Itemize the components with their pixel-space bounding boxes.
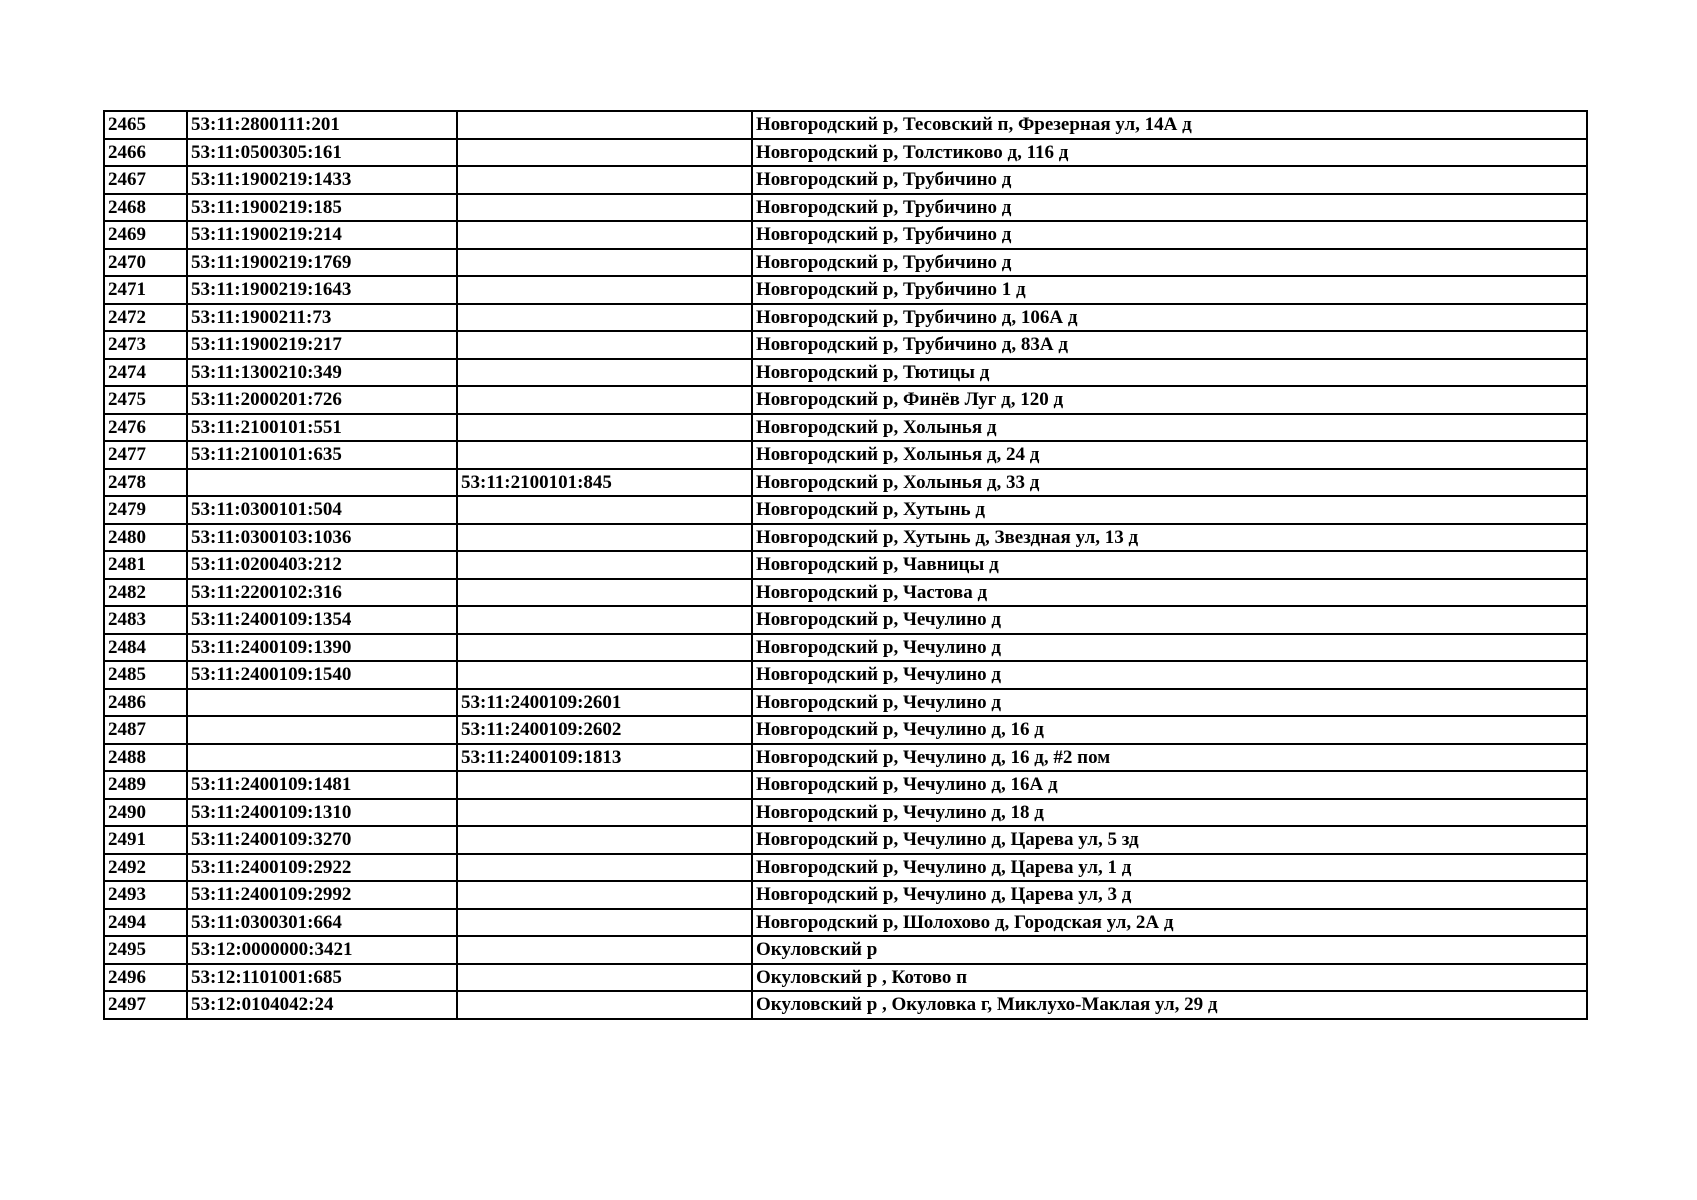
table-row bbox=[104, 991, 1587, 1019]
address-cell: Новгородский р, Хутынь д, Звездная ул, 13 д bbox=[752, 524, 1587, 552]
secondary-cadastral-number-cell bbox=[457, 221, 752, 249]
table-row bbox=[104, 854, 1587, 882]
table-row bbox=[104, 551, 1587, 579]
table-row bbox=[104, 496, 1587, 524]
secondary-cadastral-number-cell bbox=[457, 661, 752, 689]
table-row bbox=[104, 799, 1587, 827]
table-row bbox=[104, 881, 1587, 909]
address-cell: Новгородский р, Хутынь д bbox=[752, 496, 1587, 524]
secondary-cadastral-number-cell bbox=[457, 854, 752, 882]
cadastral-number-cell: 53:11:2400109:1540 bbox=[187, 661, 457, 689]
secondary-cadastral-number-cell: 53:11:2400109:1813 bbox=[457, 744, 752, 772]
cadastral-number-cell: 53:11:1900219:1643 bbox=[187, 276, 457, 304]
address-cell: Новгородский р, Чечулино д bbox=[752, 661, 1587, 689]
secondary-cadastral-number-cell bbox=[457, 276, 752, 304]
cadastral-number-cell: 53:11:1300210:349 bbox=[187, 359, 457, 387]
table-row bbox=[104, 359, 1587, 387]
row-number-cell: 2488 bbox=[104, 744, 187, 772]
secondary-cadastral-number-cell bbox=[457, 909, 752, 937]
table-row bbox=[104, 441, 1587, 469]
secondary-cadastral-number-cell bbox=[457, 964, 752, 992]
table-row bbox=[104, 936, 1587, 964]
secondary-cadastral-number-cell: 53:11:2400109:2602 bbox=[457, 716, 752, 744]
address-cell: Новгородский р, Трубичино д, 106А д bbox=[752, 304, 1587, 332]
table-row bbox=[104, 304, 1587, 332]
table-row bbox=[104, 331, 1587, 359]
row-number-cell: 2493 bbox=[104, 881, 187, 909]
secondary-cadastral-number-cell bbox=[457, 194, 752, 222]
secondary-cadastral-number-cell bbox=[457, 881, 752, 909]
address-cell: Новгородский р, Чечулино д, 16 д bbox=[752, 716, 1587, 744]
secondary-cadastral-number-cell bbox=[457, 799, 752, 827]
cadastral-number-cell: 53:11:2100101:635 bbox=[187, 441, 457, 469]
table-row bbox=[104, 276, 1587, 304]
cadastral-number-cell: 53:11:1900219:1433 bbox=[187, 166, 457, 194]
row-number-cell: 2496 bbox=[104, 964, 187, 992]
cadastral-number-cell bbox=[187, 689, 457, 717]
table-row bbox=[104, 469, 1587, 497]
row-number-cell: 2467 bbox=[104, 166, 187, 194]
table-row bbox=[104, 634, 1587, 662]
secondary-cadastral-number-cell bbox=[457, 386, 752, 414]
row-number-cell: 2469 bbox=[104, 221, 187, 249]
row-number-cell: 2485 bbox=[104, 661, 187, 689]
table-row bbox=[104, 909, 1587, 937]
row-number-cell: 2487 bbox=[104, 716, 187, 744]
cadastral-number-cell: 53:12:0000000:3421 bbox=[187, 936, 457, 964]
secondary-cadastral-number-cell bbox=[457, 936, 752, 964]
table-row bbox=[104, 964, 1587, 992]
secondary-cadastral-number-cell bbox=[457, 249, 752, 277]
secondary-cadastral-number-cell bbox=[457, 551, 752, 579]
cadastral-number-cell: 53:11:2400109:1310 bbox=[187, 799, 457, 827]
cadastral-number-cell: 53:11:2200102:316 bbox=[187, 579, 457, 607]
row-number-cell: 2471 bbox=[104, 276, 187, 304]
cadastral-number-cell: 53:11:1900219:185 bbox=[187, 194, 457, 222]
row-number-cell: 2495 bbox=[104, 936, 187, 964]
address-cell: Новгородский р, Чавницы д bbox=[752, 551, 1587, 579]
address-cell: Окуловский р , Котово п bbox=[752, 964, 1587, 992]
cadastral-number-cell: 53:11:1900219:214 bbox=[187, 221, 457, 249]
cadastral-number-cell: 53:12:0104042:24 bbox=[187, 991, 457, 1019]
address-cell: Новгородский р, Финёв Луг д, 120 д bbox=[752, 386, 1587, 414]
secondary-cadastral-number-cell bbox=[457, 111, 752, 139]
row-number-cell: 2492 bbox=[104, 854, 187, 882]
address-cell: Новгородский р, Чечулино д, Царева ул, 3 д bbox=[752, 881, 1587, 909]
address-cell: Окуловский р bbox=[752, 936, 1587, 964]
property-registry-table bbox=[103, 110, 1588, 1020]
cadastral-number-cell: 53:11:0300101:504 bbox=[187, 496, 457, 524]
cadastral-number-cell: 53:11:2400109:2922 bbox=[187, 854, 457, 882]
address-cell: Новгородский р, Трубичино д bbox=[752, 249, 1587, 277]
address-cell: Новгородский р, Чечулино д, Царева ул, 5 зд bbox=[752, 826, 1587, 854]
table-row bbox=[104, 771, 1587, 799]
table-row bbox=[104, 194, 1587, 222]
row-number-cell: 2476 bbox=[104, 414, 187, 442]
address-cell: Новгородский р, Чечулино д bbox=[752, 689, 1587, 717]
secondary-cadastral-number-cell bbox=[457, 606, 752, 634]
table-row bbox=[104, 166, 1587, 194]
table-row bbox=[104, 524, 1587, 552]
table-row bbox=[104, 716, 1587, 744]
row-number-cell: 2481 bbox=[104, 551, 187, 579]
row-number-cell: 2489 bbox=[104, 771, 187, 799]
cadastral-number-cell bbox=[187, 716, 457, 744]
row-number-cell: 2472 bbox=[104, 304, 187, 332]
address-cell: Новгородский р, Холынья д, 33 д bbox=[752, 469, 1587, 497]
row-number-cell: 2466 bbox=[104, 139, 187, 167]
secondary-cadastral-number-cell bbox=[457, 771, 752, 799]
address-cell: Новгородский р, Частова д bbox=[752, 579, 1587, 607]
secondary-cadastral-number-cell bbox=[457, 441, 752, 469]
registry-table-body bbox=[104, 111, 1587, 1019]
row-number-cell: 2479 bbox=[104, 496, 187, 524]
table-row bbox=[104, 606, 1587, 634]
cadastral-number-cell: 53:12:1101001:685 bbox=[187, 964, 457, 992]
table-row bbox=[104, 111, 1587, 139]
address-cell: Новгородский р, Трубичино д bbox=[752, 221, 1587, 249]
row-number-cell: 2483 bbox=[104, 606, 187, 634]
address-cell: Новгородский р, Чечулино д, Царева ул, 1 д bbox=[752, 854, 1587, 882]
cadastral-number-cell: 53:11:1900211:73 bbox=[187, 304, 457, 332]
table-row bbox=[104, 249, 1587, 277]
row-number-cell: 2473 bbox=[104, 331, 187, 359]
cadastral-number-cell: 53:11:1900219:1769 bbox=[187, 249, 457, 277]
secondary-cadastral-number-cell bbox=[457, 524, 752, 552]
row-number-cell: 2486 bbox=[104, 689, 187, 717]
address-cell: Новгородский р, Трубичино д bbox=[752, 166, 1587, 194]
cadastral-number-cell: 53:11:2800111:201 bbox=[187, 111, 457, 139]
cadastral-number-cell: 53:11:2400109:1481 bbox=[187, 771, 457, 799]
table-row bbox=[104, 386, 1587, 414]
cadastral-number-cell: 53:11:2400109:1390 bbox=[187, 634, 457, 662]
cadastral-number-cell: 53:11:2000201:726 bbox=[187, 386, 457, 414]
table-row bbox=[104, 689, 1587, 717]
address-cell: Новгородский р, Чечулино д, 16 д, #2 пом bbox=[752, 744, 1587, 772]
secondary-cadastral-number-cell bbox=[457, 359, 752, 387]
secondary-cadastral-number-cell bbox=[457, 826, 752, 854]
row-number-cell: 2491 bbox=[104, 826, 187, 854]
secondary-cadastral-number-cell: 53:11:2400109:2601 bbox=[457, 689, 752, 717]
row-number-cell: 2475 bbox=[104, 386, 187, 414]
table-row bbox=[104, 221, 1587, 249]
address-cell: Новгородский р, Чечулино д bbox=[752, 606, 1587, 634]
cadastral-number-cell: 53:11:2100101:551 bbox=[187, 414, 457, 442]
row-number-cell: 2490 bbox=[104, 799, 187, 827]
row-number-cell: 2470 bbox=[104, 249, 187, 277]
secondary-cadastral-number-cell bbox=[457, 634, 752, 662]
cadastral-number-cell: 53:11:0300103:1036 bbox=[187, 524, 457, 552]
address-cell: Новгородский р, Трубичино д, 83А д bbox=[752, 331, 1587, 359]
address-cell: Новгородский р, Чечулино д bbox=[752, 634, 1587, 662]
cadastral-number-cell bbox=[187, 744, 457, 772]
table-row bbox=[104, 414, 1587, 442]
cadastral-number-cell: 53:11:2400109:1354 bbox=[187, 606, 457, 634]
secondary-cadastral-number-cell bbox=[457, 414, 752, 442]
cadastral-number-cell: 53:11:2400109:3270 bbox=[187, 826, 457, 854]
cadastral-number-cell: 53:11:1900219:217 bbox=[187, 331, 457, 359]
row-number-cell: 2497 bbox=[104, 991, 187, 1019]
secondary-cadastral-number-cell bbox=[457, 579, 752, 607]
address-cell: Новгородский р, Тесовский п, Фрезерная ул, 14А д bbox=[752, 111, 1587, 139]
row-number-cell: 2482 bbox=[104, 579, 187, 607]
row-number-cell: 2468 bbox=[104, 194, 187, 222]
row-number-cell: 2480 bbox=[104, 524, 187, 552]
secondary-cadastral-number-cell bbox=[457, 139, 752, 167]
row-number-cell: 2494 bbox=[104, 909, 187, 937]
address-cell: Новгородский р, Чечулино д, 18 д bbox=[752, 799, 1587, 827]
secondary-cadastral-number-cell: 53:11:2100101:845 bbox=[457, 469, 752, 497]
secondary-cadastral-number-cell bbox=[457, 991, 752, 1019]
cadastral-number-cell: 53:11:0200403:212 bbox=[187, 551, 457, 579]
secondary-cadastral-number-cell bbox=[457, 331, 752, 359]
table-row bbox=[104, 826, 1587, 854]
table-row bbox=[104, 579, 1587, 607]
row-number-cell: 2478 bbox=[104, 469, 187, 497]
address-cell: Новгородский р, Чечулино д, 16А д bbox=[752, 771, 1587, 799]
row-number-cell: 2465 bbox=[104, 111, 187, 139]
row-number-cell: 2477 bbox=[104, 441, 187, 469]
row-number-cell: 2484 bbox=[104, 634, 187, 662]
address-cell: Новгородский р, Тютицы д bbox=[752, 359, 1587, 387]
table-row bbox=[104, 139, 1587, 167]
address-cell: Новгородский р, Холынья д, 24 д bbox=[752, 441, 1587, 469]
cadastral-number-cell: 53:11:0300301:664 bbox=[187, 909, 457, 937]
cadastral-number-cell bbox=[187, 469, 457, 497]
address-cell: Новгородский р, Толстиково д, 116 д bbox=[752, 139, 1587, 167]
address-cell: Новгородский р, Трубичино 1 д bbox=[752, 276, 1587, 304]
secondary-cadastral-number-cell bbox=[457, 166, 752, 194]
address-cell: Окуловский р , Окуловка г, Миклухо-Маклая ул, 29 д bbox=[752, 991, 1587, 1019]
row-number-cell: 2474 bbox=[104, 359, 187, 387]
address-cell: Новгородский р, Холынья д bbox=[752, 414, 1587, 442]
address-cell: Новгородский р, Трубичино д bbox=[752, 194, 1587, 222]
cadastral-number-cell: 53:11:2400109:2992 bbox=[187, 881, 457, 909]
address-cell: Новгородский р, Шолохово д, Городская ул, 2А д bbox=[752, 909, 1587, 937]
secondary-cadastral-number-cell bbox=[457, 304, 752, 332]
table-row bbox=[104, 744, 1587, 772]
secondary-cadastral-number-cell bbox=[457, 496, 752, 524]
table-row bbox=[104, 661, 1587, 689]
cadastral-number-cell: 53:11:0500305:161 bbox=[187, 139, 457, 167]
